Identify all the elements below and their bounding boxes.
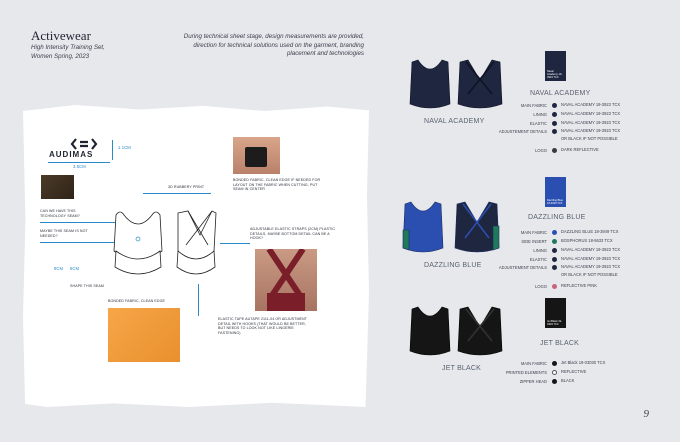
logo-height-dim: 1.1CM bbox=[118, 145, 131, 150]
fabric-photo bbox=[41, 175, 74, 199]
dim-8cm: 8CM bbox=[54, 266, 64, 271]
naval-swatch-caption: Naval Academy 19-3923 TCX bbox=[547, 70, 563, 79]
spec-value: OR BLACK IF NOT POSSIBLE bbox=[561, 135, 618, 141]
spec-row bbox=[482, 119, 620, 128]
color-dot bbox=[552, 137, 557, 142]
leader-line bbox=[198, 284, 199, 316]
bonded-fabric-photo-detail bbox=[245, 147, 267, 167]
spec-label: LINING bbox=[533, 112, 547, 117]
jet-black-spec-list bbox=[482, 359, 605, 386]
page-number: 9 bbox=[643, 408, 649, 420]
spec-row bbox=[482, 146, 620, 155]
leader-line bbox=[220, 243, 250, 244]
logo-dim-line-v bbox=[112, 140, 113, 160]
spec-label: MAIN FABRIC bbox=[520, 361, 547, 366]
spec-row bbox=[482, 246, 620, 255]
crossback-straps bbox=[255, 249, 317, 311]
jet-black-bra-render bbox=[408, 305, 504, 357]
jet-black-swatch-caption: Jet Black 19-0303 TCX bbox=[547, 320, 562, 326]
spec-label: LINING bbox=[533, 248, 547, 253]
color-dot bbox=[552, 361, 557, 366]
spec-label: ELASTIC bbox=[529, 257, 547, 262]
color-dot bbox=[552, 103, 557, 108]
spec-label: ZIPPER HEAD bbox=[519, 379, 547, 384]
spec-row bbox=[482, 282, 620, 291]
spec-row bbox=[482, 237, 620, 246]
color-dot bbox=[552, 239, 557, 244]
logo-width-dim: 3.5CM bbox=[73, 164, 86, 169]
color-dot bbox=[552, 257, 557, 262]
adjustable-straps-note: ADJUSTABLE ELASTIC STRAPS (2CM) PLASTIC DETAILS, MAYBE BOTTOM DETAIL CAN BE A HOOK? bbox=[250, 227, 336, 241]
spec-label: PRINTED ELEMENTS bbox=[505, 370, 547, 375]
logo-dim-line-h bbox=[48, 162, 110, 163]
dazzling-color-swatch bbox=[545, 177, 566, 207]
shape-seam-note: SHAPE THIS SEAM bbox=[70, 284, 104, 288]
page-title: Activewear bbox=[31, 28, 91, 43]
spec-value: DAZZLING BLUE 18-3949 TCX bbox=[561, 229, 619, 235]
spec-value: NAVAL ACADEMY 19-3923 TCX bbox=[561, 128, 621, 134]
spec-value: REFLECTIVE PINK bbox=[561, 283, 597, 289]
spec-label: LOGO bbox=[535, 284, 547, 289]
spec-row bbox=[482, 359, 605, 368]
spec-value: NAVAL ACADEMY 19-3923 TCX bbox=[561, 111, 621, 117]
spec-value: BLACK bbox=[561, 378, 575, 384]
jet-black-heading: JET BLACK bbox=[540, 340, 580, 347]
spec-value: NAVAL ACADEMY 19-3923 TCX bbox=[561, 264, 621, 270]
page-subtitle: High Intensity Training Set, Women Spring, 2023 bbox=[31, 44, 105, 60]
spec-label: LOGO bbox=[535, 148, 547, 153]
spec-value: DARK REFLECTIVE bbox=[561, 147, 599, 153]
spec-value: NAVAL ACADEMY 19-3923 TCX bbox=[561, 120, 621, 126]
bra-technical-drawing bbox=[108, 205, 220, 285]
dazzling-swatch-caption: Dazzling Blue 18-3949 TCX bbox=[547, 199, 563, 205]
color-dot bbox=[552, 148, 557, 153]
color-dot bbox=[552, 129, 557, 134]
spec-row bbox=[482, 228, 620, 237]
color-dot bbox=[552, 265, 557, 270]
dazzling-side-label: DAZZLING BLUE bbox=[424, 262, 482, 269]
seam-needed-note: MAYBE THIS SEAM IS NOT NEEDED? bbox=[40, 229, 88, 238]
spec-row bbox=[482, 377, 605, 386]
spec-value: REFLECTIVE bbox=[561, 369, 587, 375]
color-dot bbox=[552, 112, 557, 117]
color-dot bbox=[552, 370, 557, 375]
bonded-clean-note: BONDED FABRIC, CLEAN EDGE bbox=[108, 299, 166, 303]
naval-color-swatch bbox=[545, 51, 566, 81]
leader-line bbox=[40, 222, 115, 223]
spec-row bbox=[482, 255, 620, 264]
leader-line bbox=[143, 193, 211, 194]
dim-6cm: 6CM bbox=[70, 266, 80, 271]
spec-label: ADJUSTEMENT DETAILS bbox=[498, 265, 547, 270]
spec-row bbox=[482, 101, 620, 110]
color-dot bbox=[552, 284, 557, 289]
rubbery-print-note: 3D RUBBERY PRINT bbox=[168, 185, 205, 189]
spec-label: MAIN FABRIC bbox=[520, 230, 547, 235]
spec-value: NAVAL ACADEMY 19-3923 TCX bbox=[561, 256, 621, 262]
spec-row bbox=[482, 368, 605, 377]
spec-row bbox=[482, 264, 620, 271]
naval-heading: NAVAL ACADEMY bbox=[530, 90, 591, 97]
color-dot bbox=[552, 248, 557, 253]
spec-row bbox=[482, 128, 620, 135]
naval-side-label: NAVAL ACADEMY bbox=[424, 118, 485, 125]
color-dot bbox=[552, 121, 557, 126]
color-dot bbox=[552, 273, 557, 278]
spec-value: NAVAL ACADEMY 19-3923 TCX bbox=[561, 102, 621, 108]
color-dot bbox=[552, 379, 557, 384]
spec-label: ADJUSTEMENT DETAILS bbox=[498, 129, 547, 134]
spec-value: BOSPHORUS 18-5633 TCX bbox=[561, 238, 613, 244]
bonded-fabric-note: BONDED FABRIC, CLEAN EDGE IF NEEDED FOR LAYOUT ON THE FABRIC WHEN CUTTING, PUT SEAM IN CENTER bbox=[233, 178, 321, 192]
jet-black-color-swatch bbox=[545, 298, 566, 328]
spec-row bbox=[482, 110, 620, 119]
spec-value: Jet Black 19-03030 TCX bbox=[561, 360, 606, 366]
intro-text: During technical sheet stage, design measurements are provided, direction for technical solutions used on the garment, branding placement and technologies bbox=[183, 33, 364, 57]
spec-label: MAIN FABRIC bbox=[520, 103, 547, 108]
spec-value: NAVAL ACADEMY 19-3923 TCX bbox=[561, 247, 621, 253]
spec-row bbox=[482, 271, 620, 279]
elastic-tape-note: ELASTIC TAPE AUTAPE 2111-04 OR ADJUSTMENT DETAIL WITH HOOKS (THAT WOULD BE BETTER, BUT NEEDS TO LOOK NOT LIKE LINGERIE FASTENING) bbox=[218, 317, 307, 335]
spec-label: ELASTIC bbox=[529, 121, 547, 126]
orange-fabric-photo bbox=[108, 308, 180, 362]
spec-row bbox=[482, 135, 620, 143]
jet-black-side-label: JET BLACK bbox=[442, 365, 482, 372]
spec-value: OR BLACK IF NOT POSSIBLE bbox=[561, 271, 618, 277]
dazzling-spec-list bbox=[482, 228, 620, 291]
dazzling-heading: DAZZLING BLUE bbox=[528, 214, 586, 221]
spec-label: SIDE INSERT bbox=[521, 239, 547, 244]
naval-spec-list bbox=[482, 101, 620, 155]
color-dot bbox=[552, 230, 557, 235]
brand-logo-text: AUDIMAS bbox=[49, 150, 94, 159]
tech-seam-note: CAN WE HAVE THIS TECHNOLOGY SEAM? bbox=[40, 209, 80, 218]
